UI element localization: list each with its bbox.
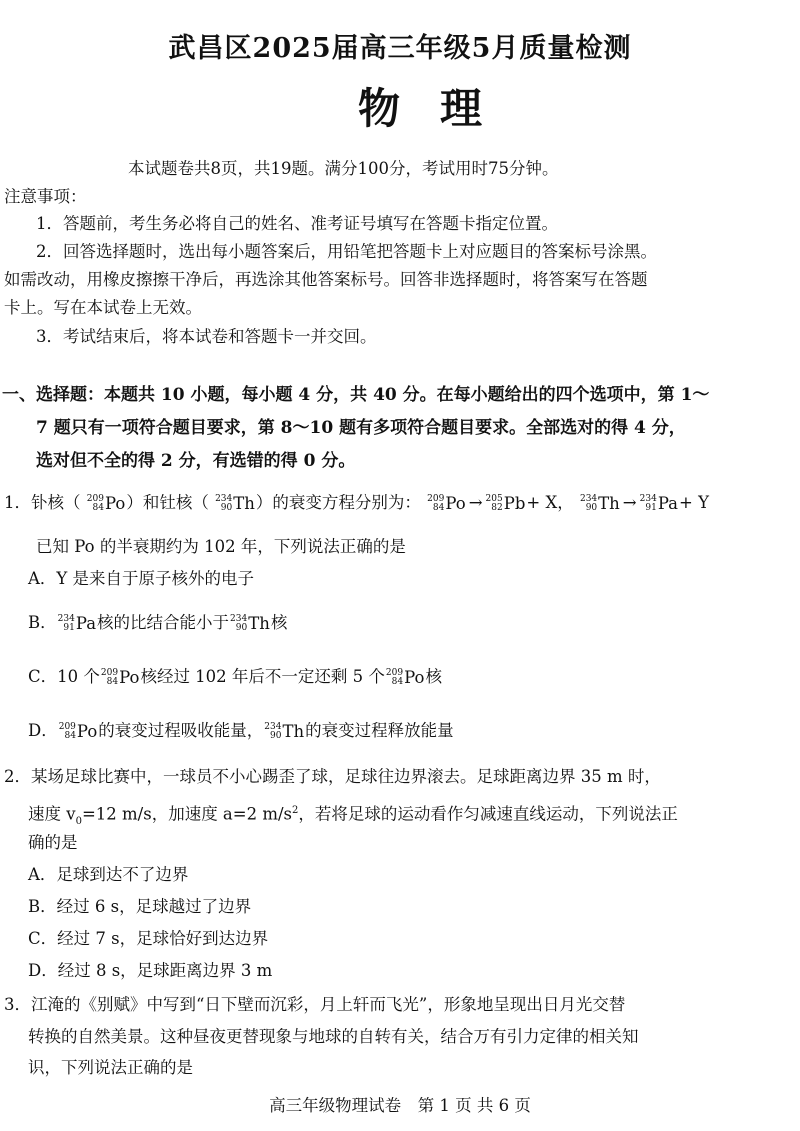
notice-item-2-line-1: 2．回答选择题时，选出每小题答案后，用铅笔把答题卡上对应题目的答案标号涂黑。 <box>36 242 657 261</box>
q1-option-c: C．10 个 209 84 Po核经过 102 年后不一定还剩 5 个 209 84 Po核 <box>28 667 442 687</box>
subject-title: 物理 <box>357 84 522 133</box>
exam-title: 武昌区2025届高三年级5月质量检测 <box>168 33 632 64</box>
q1-stem-line-1 <box>4 492 709 514</box>
nuclide-po: 209 84 Po <box>58 721 98 741</box>
section1-line-3: 选对但不全的得 2 分，有选错的得 0 分。 <box>36 451 356 471</box>
q2-option-d: D．经过 8 s，足球距离边界 3 m <box>28 961 273 980</box>
notice-heading: 注意事项： <box>4 187 87 206</box>
q1-option-b: B． 234 91 Pa核的比结合能小于 234 90 Th核 <box>28 613 288 633</box>
nuclide-pa: 234 91 Pa <box>639 493 679 513</box>
nuclide-po: 209 84 Po <box>385 667 425 687</box>
nuclide-po: 209 84 Po <box>86 493 126 513</box>
nuclide-pa: 234 91 Pa <box>57 613 97 633</box>
q2-option-c: C．经过 7 s，足球恰好到达边界 <box>28 929 269 948</box>
intro-text: 本试题卷共8页，共19题。满分100分，考试用时75分钟。 <box>128 159 559 178</box>
arrow-symbol: → <box>468 493 483 512</box>
arrow-symbol: → <box>622 493 637 512</box>
q3-stem-line-2: 转换的自然美景。这种昼夜更替现象与地球的自转有关，结合万有引力定律的相关知 <box>28 1027 639 1046</box>
q3-stem-line-3: 识，下列说法正确的是 <box>28 1058 193 1077</box>
q1-stem-line-2: 已知 Po 的半衰期约为 102 年，下列说法正确的是 <box>36 537 406 556</box>
q2-option-b: B．经过 6 s，足球越过了边界 <box>28 897 252 916</box>
section1-line-1: 一、选择题：本题共 10 小题，每小题 4 分，共 40 分。在每小题给出的四个选项中，第 1～ <box>2 385 710 405</box>
page-footer: 高三年级物理试卷 第 1 页 共 6 页 <box>269 1096 531 1115</box>
notice-item-3: 3．考试结束后，将本试卷和答题卡一并交回。 <box>36 327 377 346</box>
q1-option-d: D． 209 84 Po的衰变过程吸收能量， 234 90 Th的衰变过程释放能量 <box>28 721 454 741</box>
q2-option-a: A．足球到达不了边界 <box>28 865 189 884</box>
nuclide-th: 234 90 Th <box>215 493 255 513</box>
q2-stem-line-1: 2．某场足球比赛中，一球员不小心踢歪了球，足球往边界滚去。足球距离边界 35 m 时， <box>4 767 661 786</box>
q1-plus-x: + X， <box>526 493 574 512</box>
q1-text-b: ）和钍核（ <box>126 493 209 512</box>
q2-stem-line-3: 确的是 <box>28 833 78 852</box>
q2-stem-line-2: 速度 $v_0=12$ m/s，加速度 a=2 $m/s^2$，若将足球的运动看作匀减速直线运动，下列说法正 <box>28 804 678 827</box>
q1-plus-y: + Y <box>679 493 709 512</box>
q1-number: 1． <box>4 493 31 512</box>
q1-text-a: 钋核（ <box>31 493 81 512</box>
nuclide-th: 234 90 Th <box>579 493 620 513</box>
q3-stem-line-1: 3．江淹的《别赋》中写到“日下壁而沉彩，月上轩而飞光”，形象地呈现出日月光交替 <box>4 995 626 1014</box>
nuclide-th: 234 90 Th <box>230 613 270 633</box>
nuclide-po: 209 84 Po <box>427 493 466 513</box>
notice-item-2-line-3: 卡上。写在本试卷上无效。 <box>4 298 202 317</box>
q1-option-a: A．Y 是来自于原子核外的电子 <box>28 569 255 588</box>
notice-item-1: 1．答题前，考生务必将自己的姓名、准考证号填写在答题卡指定位置。 <box>36 214 558 233</box>
notice-item-2-line-2: 如需改动，用橡皮擦擦干净后，再选涂其他答案标号。回答非选择题时，将答案写在答题 <box>4 270 648 289</box>
section1-line-2: 7 题只有一项符合题目要求，第 8～10 题有多项符合题目要求。全部选对的得 4 分， <box>36 418 686 438</box>
nuclide-th: 234 90 Th <box>264 721 305 741</box>
nuclide-pb: 205 82 Pb <box>485 493 526 513</box>
q1-text-c: ）的衰变方程分别为： <box>255 493 421 512</box>
nuclide-po: 209 84 Po <box>100 667 140 687</box>
